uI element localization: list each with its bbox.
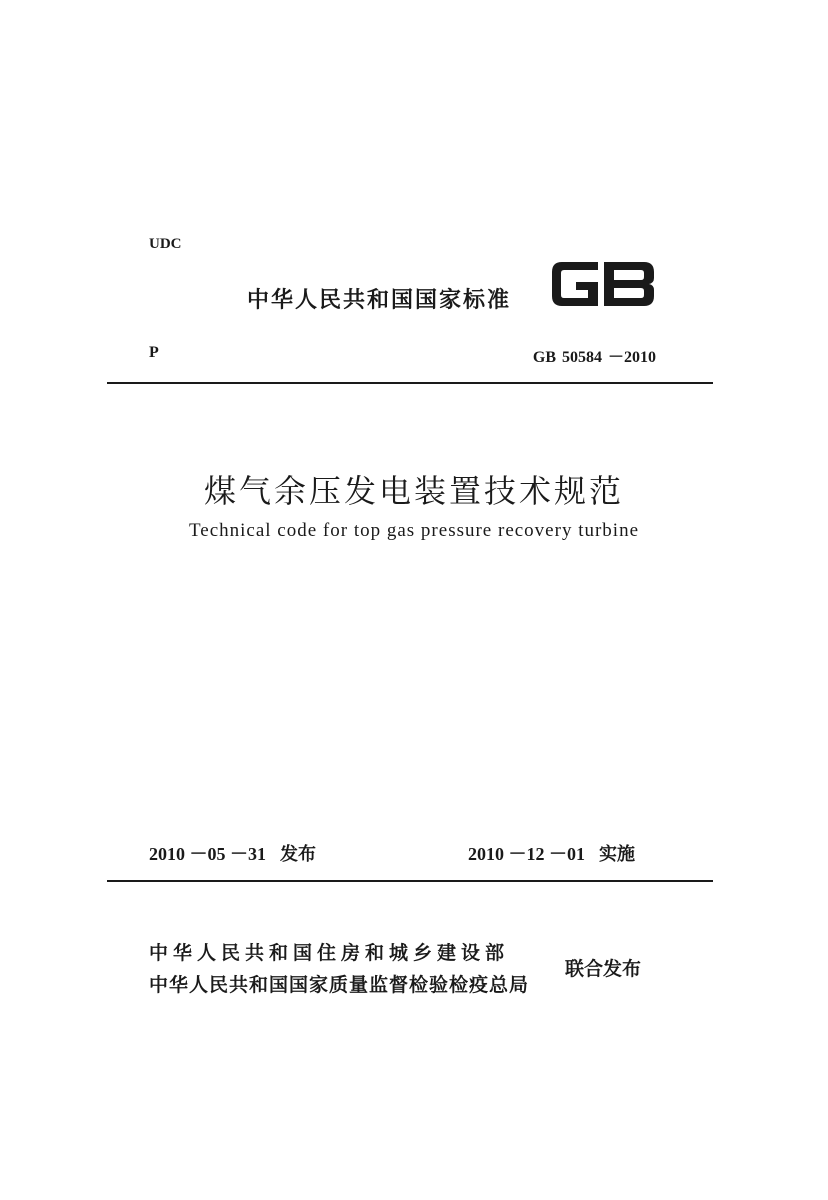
issuer-ministry-housing: 中华人民共和国住房和城乡建设部	[149, 942, 510, 964]
classification-code: P	[149, 344, 159, 361]
issuer-aqsiq: 中华人民共和国国家质量监督检验检疫总局	[149, 974, 530, 996]
implement-label: 实施	[599, 844, 635, 865]
gb-logo-text: GB	[548, 256, 550, 257]
joint-issue-label: 联合发布	[565, 958, 642, 980]
implement-date: 2010 －12 －01	[468, 844, 585, 864]
top-divider	[107, 382, 713, 384]
standard-number: GB 50584 －2010	[532, 349, 656, 366]
issue-date-block	[149, 840, 316, 866]
udc-label: UDC	[149, 236, 182, 252]
title-chinese: 煤气余压发电装置技术规范	[203, 472, 624, 510]
bottom-divider	[107, 880, 713, 882]
issue-label: 发布	[280, 844, 316, 865]
issue-date: 2010 －05 －31	[149, 844, 266, 864]
implement-date-block	[468, 840, 635, 866]
standard-type: 中华人民共和国国家标准	[247, 288, 512, 313]
title-english: Technical code for top gas pressure recovery turbine	[188, 520, 640, 541]
gb-logo-icon	[548, 256, 660, 312]
